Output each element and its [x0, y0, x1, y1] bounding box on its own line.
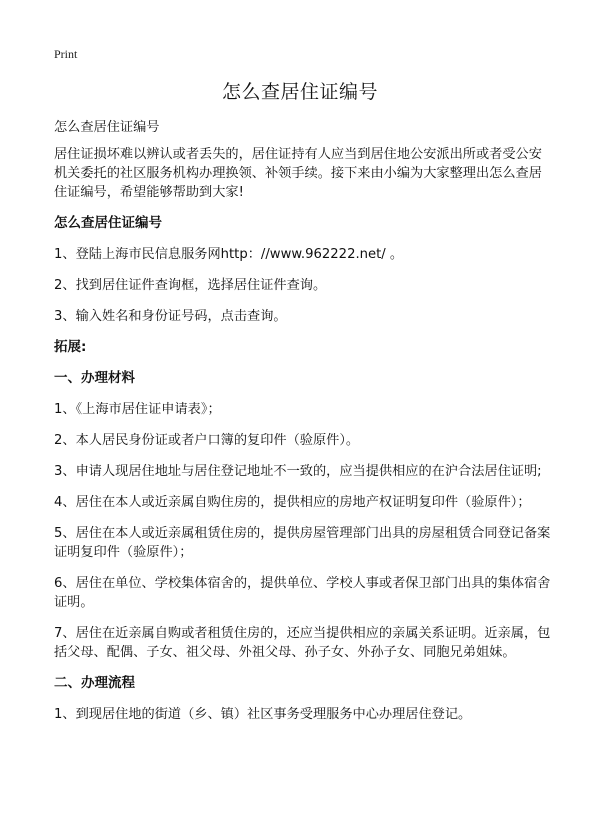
- materials-item: 1、《上海市居住证申请表》；: [54, 402, 221, 417]
- materials-item: 4、居住在本人或近亲属自购住房的，提供相应的房地产权证明复印件（验原件）；: [54, 495, 531, 510]
- materials-item: 2、本人居民身份证或者户口簿的复印件（验原件）。: [54, 433, 360, 448]
- article-body: [54, 118, 552, 736]
- extension-heading: 拓展:: [54, 339, 87, 355]
- materials-item: 5、居住在本人或近亲属租赁住房的，提供房屋管理部门出具的房屋租赁合同登记备案证明复印件（验原件）；: [54, 526, 551, 560]
- intro-paragraph: 居住证损坏难以辨认或者丢失的，居住证持有人应当到居住地公安派出所或者受公安机关委托的社区服务机构办理换领、补领手续。接下来由小编为大家整理出怎么查居住证编号，希望能够帮助到大家!: [54, 147, 542, 200]
- materials-heading: 一、办理材料: [54, 370, 135, 386]
- materials-item: 6、居住在单位、学校集体宿舍的，提供单位、学校人事或者保卫部门出具的集体宿舍证明。: [54, 576, 551, 610]
- materials-item: 7、居住在近亲属自购或者租赁住房的，还应当提供相应的亲属关系证明。近亲属，包括父母、配偶、子女、祖父母、外祖父母、孙子女、外孙子女、同胞兄弟姐妹。: [54, 626, 551, 660]
- process-heading: 二、办理流程: [54, 675, 135, 691]
- page-title: 怎么查居住证编号: [221, 81, 378, 103]
- process-item: 1、到现居住地的街道（乡、镇）社区事务受理服务中心办理居住登记。: [54, 707, 472, 722]
- lookup-step: 1、登陆上海市民信息服务网http：//www.962222.net/ 。: [54, 247, 404, 262]
- lookup-step: 3、输入姓名和身份证号码，点击查询。: [54, 309, 287, 324]
- materials-item: 3、申请人现居住地址与居住登记地址不一致的，应当提供相应的在沪合法居住证明;: [54, 464, 542, 479]
- intro-heading: 怎么查居住证编号: [54, 120, 160, 135]
- lookup-heading: 怎么查居住证编号: [54, 215, 162, 231]
- lookup-step: 2、找到居住证件查询框，选择居住证件查询。: [54, 278, 327, 293]
- print-link[interactable]: Print: [54, 47, 78, 61]
